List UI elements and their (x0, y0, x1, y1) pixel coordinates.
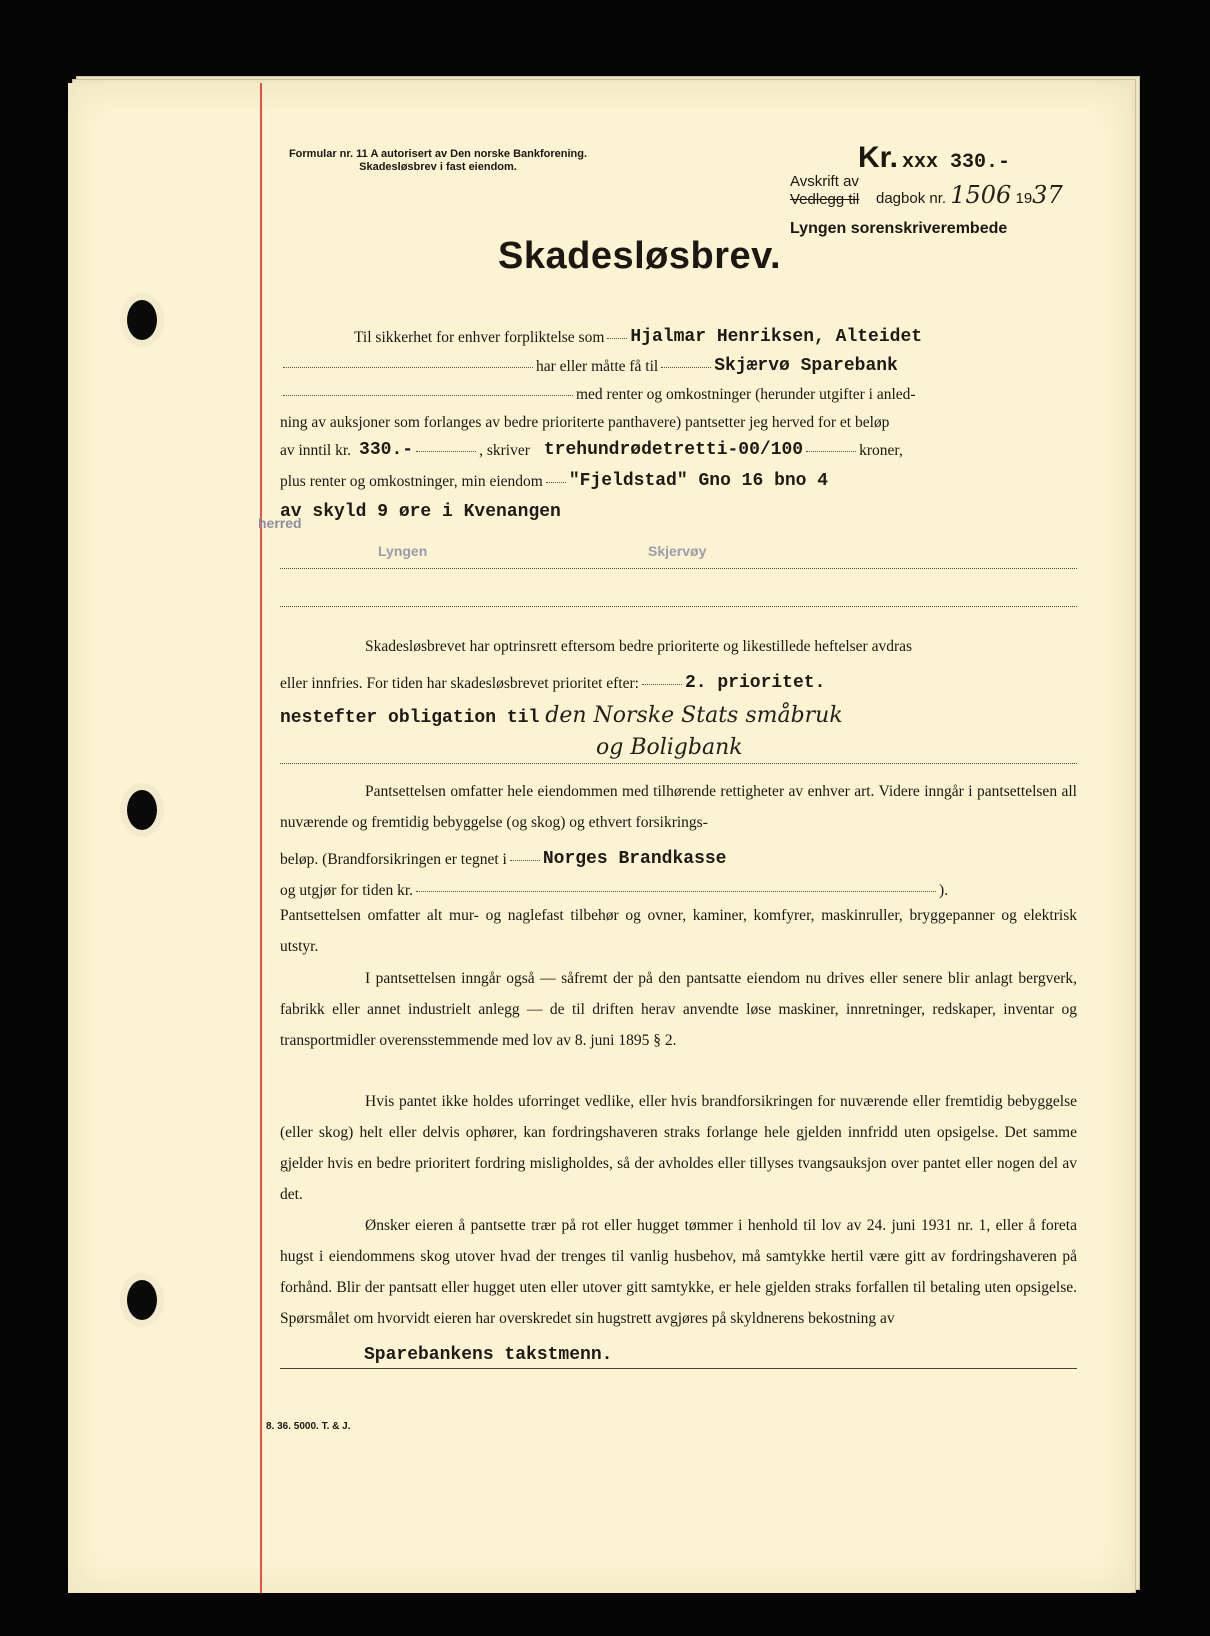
dagbok-number: 1506 (950, 181, 1012, 209)
row-insurance (280, 838, 726, 869)
row-assessor (364, 1334, 612, 1365)
kr-label: Kr. (858, 141, 899, 174)
vedlegg-label: Vedlegg til (790, 191, 860, 208)
avskrift-label: Avskrift av (790, 173, 859, 190)
row-lender-2 (596, 729, 743, 760)
priority-text2: eller innfries. For tiden har skadesløsbrevet prioritet efter: (280, 675, 639, 692)
footer-print-code: 8. 36. 5000. T. & J. (266, 1421, 351, 1432)
row-nestefter (280, 697, 843, 728)
form-note-line2: Skadesløsbrev i fast eiendom. (359, 161, 517, 173)
paragraph-5: Ønsker eieren å pantsette trær på rot eller hugget tømmer i henhold til lov av 24. juni 1931 nr. 1, eller å foreta hugst i eiendommens skog utover hvad der trenges til vanlig husbehov, må samtykke hertil være gitt av fordringshaveren på forhånd. Blir der pantsatt eller hugget uten eller utover gitt samtykke, er hele gjelden straks forfallen til betaling uten opsigelse. Spørsmålet om hvorvidt eieren har overskredet sin hugstrett avgjøres på skyldnerens bekostning av (280, 1217, 1077, 1327)
paragraph-2: Pantsettelsen omfatter alt mur- og naglefast tilbehør og ovner, kaminer, komfyrer, maskinruller, bryggepanner og elektrisk utstyr. (280, 907, 1077, 955)
blank-rule-1 (280, 568, 1077, 569)
priority-text1: Skadesløsbrevet har optrinsrett eftersom bedre prioriterte og likestillede heftelser avdras (365, 638, 913, 655)
priority-value: 2. prioritet. (684, 673, 826, 693)
intro-text: Til sikkerhet for enhver forpliktelse som (354, 329, 605, 346)
auksjon-text: ning av auksjoner som forlanges av bedre prioriterte panthavere) pantsetter jeg herved for et beløp (280, 414, 890, 431)
insurance-company: Norges Brandkasse (542, 849, 727, 869)
document-page (68, 83, 1131, 1593)
row-skyld (280, 491, 561, 522)
utgjor-label: og utgjør for tiden kr. (280, 882, 414, 899)
creditor-name: Skjærvø Sparebank (714, 356, 898, 376)
amount-value: 330.- (359, 440, 414, 460)
punch-hole-bottom (120, 1273, 164, 1327)
har-label: har eller måtte få til (536, 358, 659, 375)
skyld-line: av skyld 9 øre i Kvenangen (280, 502, 561, 522)
margin-rule (260, 83, 262, 1593)
row-creditor (280, 345, 898, 376)
debtor-name: Hjalmar Henriksen, Alteidet (630, 327, 923, 347)
dagbok-label: dagbok nr. (876, 190, 947, 207)
row-priority (280, 662, 825, 693)
handwritten-lender-2: og Boligbank (596, 735, 743, 760)
row-auksjon (280, 401, 889, 432)
assessor-text: Sparebankens takstmenn. (364, 1345, 613, 1365)
row-debtor (354, 316, 922, 347)
row-renter (280, 373, 916, 404)
year-prefix: 19 (1015, 190, 1033, 207)
nestefter-text: nestefter obligation til (280, 708, 540, 728)
year-suffix: 37 (1032, 181, 1063, 209)
row-utgjor (280, 869, 948, 900)
paragraph-1: Pantsettelsen omfatter hele eiendommen med tilhørende rettigheter av enhver art. Videre inngår i pantsettelsen all nuværende og fremtidig bebyggelse (og skog) og ethvert forsikrings- (280, 783, 1077, 831)
paragraph-3: I pantsettelsen inngår også — såfremt der på den pantsatte eiendom nu drives eller senere blir anlagt bergverk, fabrikk eller annet industrielt anlegg — de til driften herav anvendte løse maskiner, innretninger, redskaper, inventar og transportmidler overensstemmende med lov av 8. juni 1895 § 2. (280, 970, 1077, 1049)
kr-value: xxx 330.- (902, 151, 1011, 174)
paragraph-4: Hvis pantet ikke holdes uforringet vedlike, eller hvis brandforsikringen for nuværende eller fremtidig bebyggelse (eller skog) helt eller delvis ophører, kan fordringshaveren straks forlange hele gjelden innfridd uten opsigelse. Det samme gjelder hvis en bedre prioritert fordring misligholdes, så der avholdes eller tillyses tvangsauksjon over pantet eller nogen del av det. (280, 1093, 1077, 1203)
row-property (280, 460, 828, 491)
belop-label: beløp. (Brandforsikringen er tegnet i (280, 851, 507, 868)
dagbok-line (876, 181, 1063, 209)
form-note (268, 148, 608, 174)
punch-hole-middle (120, 783, 164, 837)
kroner-label: kroner, (859, 442, 903, 459)
stamp-skjervoy: Skjervøy (648, 543, 707, 559)
amount-words: trehundrødetretti-00/100 (543, 440, 804, 460)
renter-text: med renter og omkostninger (herunder utgifter i anled- (576, 386, 916, 403)
av-inntil-label: av inntil kr. (280, 442, 352, 459)
avskrift-block (790, 173, 859, 209)
property-name: "Fjeldstad" Gno 16 bno 4 (568, 471, 829, 491)
blank-rule-3 (280, 763, 1077, 764)
close-paren: ). (939, 882, 949, 899)
stamp-lyngen: Lyngen (378, 543, 428, 559)
kr-amount (858, 141, 1010, 175)
priority-block (280, 631, 1077, 662)
blank-rule-2 (280, 606, 1077, 607)
plus-renter-label: plus renter og omkostninger, min eiendom (280, 473, 543, 490)
handwritten-lender-1: den Norske Stats småbruk (545, 703, 843, 728)
document-title: Skadesløsbrev. (498, 235, 782, 277)
form-note-line1: Formular nr. 11 A autorisert av Den norske Bankforening. (288, 148, 588, 160)
office-name: Lyngen sorenskriverembede (790, 220, 1008, 237)
skriver-label: , skriver (479, 442, 530, 459)
punch-hole-top (120, 293, 164, 347)
blank-rule-4 (280, 1368, 1077, 1369)
stamp-herred: herred (258, 515, 302, 531)
row-amount (280, 429, 903, 460)
